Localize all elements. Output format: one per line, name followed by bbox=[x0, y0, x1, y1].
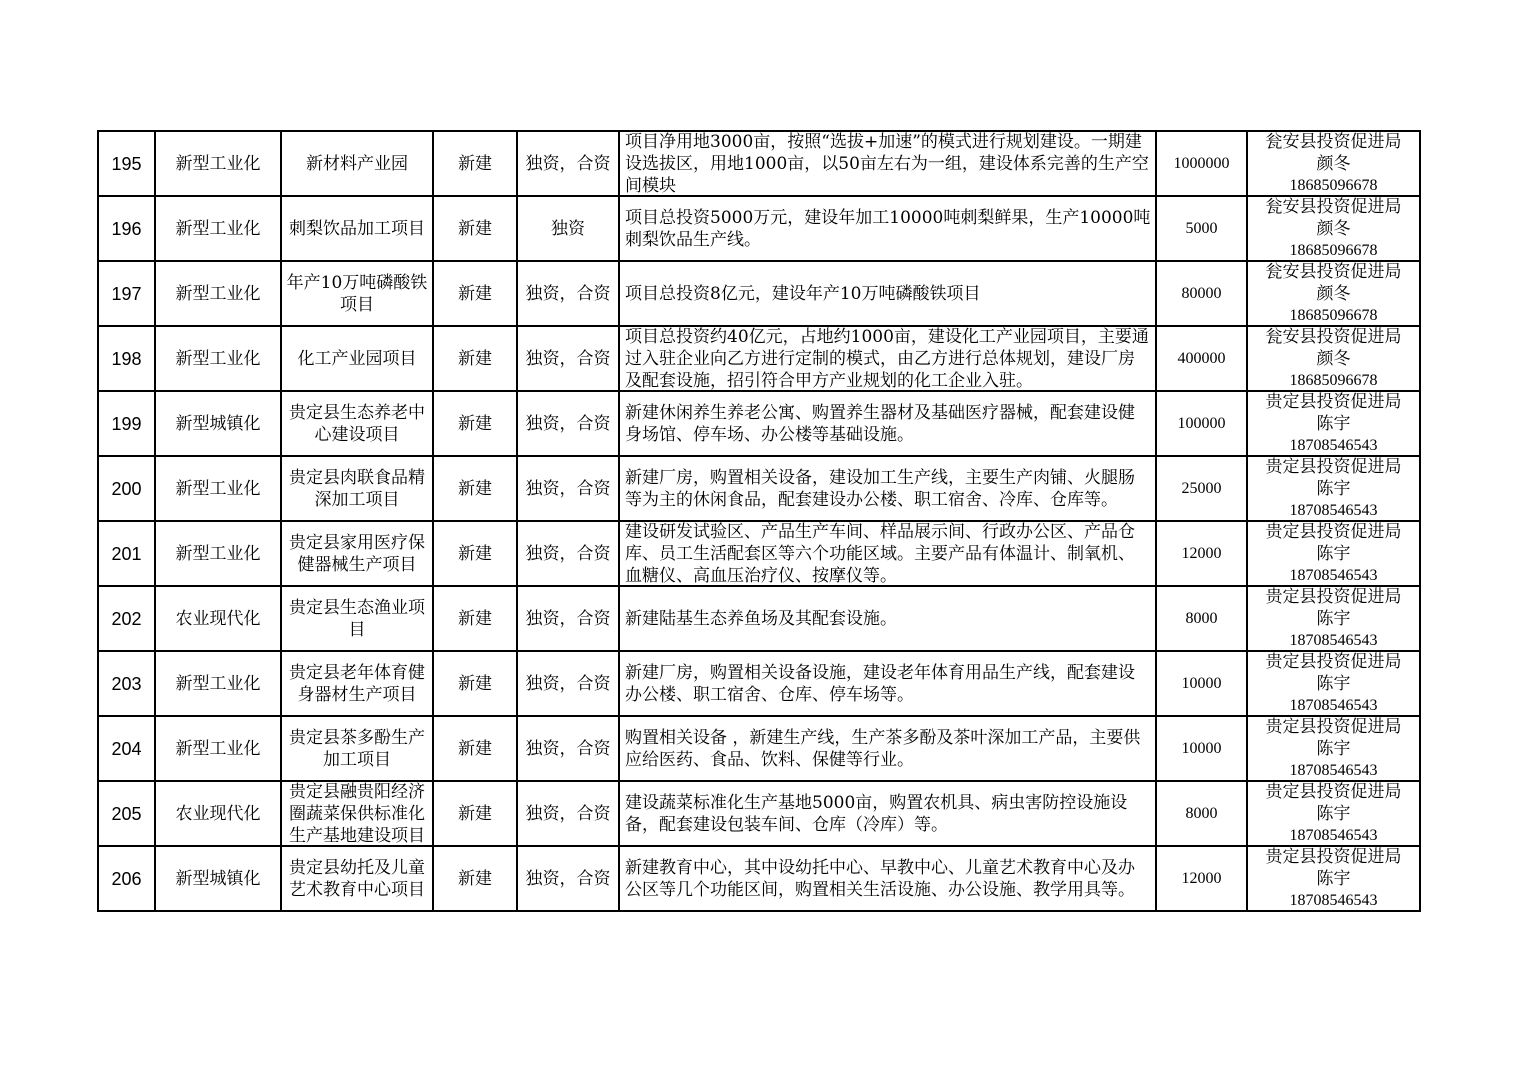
build-type-cell bbox=[433, 196, 517, 261]
investment-amount: 400000 bbox=[1177, 349, 1226, 367]
table-body bbox=[98, 131, 1420, 911]
category-cell bbox=[155, 391, 281, 456]
investment-mode: 独资，合资 bbox=[525, 543, 611, 564]
category-cell bbox=[155, 716, 281, 781]
project-content-cell bbox=[619, 391, 1156, 456]
build-type: 新建 bbox=[458, 283, 492, 304]
table-row bbox=[98, 131, 1420, 196]
contact-cell bbox=[1247, 326, 1420, 391]
contact-info bbox=[1248, 652, 1419, 715]
row-number-cell bbox=[98, 716, 155, 781]
row-number: 206 bbox=[111, 868, 142, 889]
project-content: 建设蔬菜标准化生产基地5000亩，购置农机具、病虫害防控设施设备，配套建设包装车间、仓库（冷库）等。 bbox=[625, 792, 1128, 835]
investment-amount: 5000 bbox=[1185, 219, 1218, 237]
row-number-cell bbox=[98, 391, 155, 456]
investment-amount-cell bbox=[1156, 846, 1247, 911]
build-type-cell bbox=[433, 716, 517, 781]
build-type-cell bbox=[433, 846, 517, 911]
investment-mode: 独资，合资 bbox=[525, 283, 611, 304]
table-row bbox=[98, 586, 1420, 651]
project-name-cell bbox=[281, 586, 433, 651]
investment-amount-cell bbox=[1156, 326, 1247, 391]
contact-person: 陈宇 bbox=[1316, 673, 1351, 694]
row-number: 204 bbox=[111, 738, 142, 759]
contact-info bbox=[1248, 782, 1419, 845]
project-name: 贵定县家用医疗保健器械生产项目 bbox=[289, 532, 425, 575]
project-content: 新建休闲养生养老公寓、购置养生器材及基础医疗器械，配套建设健身场馆、停车场、办公楼等基础设施。 bbox=[625, 402, 1135, 445]
contact-info bbox=[1248, 522, 1419, 585]
category-cell bbox=[155, 456, 281, 521]
row-number: 205 bbox=[111, 803, 142, 824]
project-content: 项目总投资5000万元，建设年加工10000吨刺梨鲜果，生产10000吨刺梨饮品生产线。 bbox=[625, 207, 1151, 250]
contact-phone: 18685096678 bbox=[1289, 306, 1378, 324]
contact-info bbox=[1248, 327, 1419, 390]
project-content: 项目净用地3000亩，按照“选拔+加速”的模式进行规划建设。一期建设选拔区，用地1000亩，以50亩左右为一组，建设体系完善的生产空间模块 bbox=[625, 132, 1149, 195]
project-name: 贵定县茶多酚生产加工项目 bbox=[289, 727, 425, 770]
project-content: 新建教育中心，其中设幼托中心、早教中心、儿童艺术教育中心及办公区等几个功能区间，购置相关生活设施、办公设施、教学用具等。 bbox=[625, 857, 1135, 900]
row-number: 202 bbox=[111, 608, 142, 629]
investment-mode-cell bbox=[517, 391, 619, 456]
build-type: 新建 bbox=[458, 608, 492, 629]
contact-cell bbox=[1247, 261, 1420, 326]
contact-person: 颜冬 bbox=[1316, 283, 1351, 304]
investment-mode-cell bbox=[517, 521, 619, 586]
row-number-cell bbox=[98, 521, 155, 586]
project-name-cell bbox=[281, 326, 433, 391]
investment-amount: 10000 bbox=[1181, 739, 1222, 757]
row-number: 200 bbox=[111, 478, 142, 499]
project-content-cell bbox=[619, 781, 1156, 846]
investment-mode-cell bbox=[517, 326, 619, 391]
project-content: 购置相关设备 ，新建生产线，生产茶多酚及茶叶深加工产品，主要供应给医药、食品、饮料、保健等行业。 bbox=[625, 727, 1141, 770]
project-content-cell bbox=[619, 261, 1156, 326]
build-type: 新建 bbox=[458, 478, 492, 499]
table-row bbox=[98, 261, 1420, 326]
build-type-cell bbox=[433, 456, 517, 521]
project-name-cell bbox=[281, 131, 433, 196]
contact-person: 陈宇 bbox=[1316, 803, 1351, 824]
contact-agency: 贵定县投资促进局 bbox=[1265, 847, 1402, 867]
contact-person: 颜冬 bbox=[1316, 153, 1351, 174]
investment-amount: 12000 bbox=[1181, 869, 1222, 887]
table-row bbox=[98, 326, 1420, 391]
category-cell bbox=[155, 586, 281, 651]
category-cell bbox=[155, 196, 281, 261]
project-name: 贵定县融贵阳经济圈蔬菜保供标准化生产基地建设项目 bbox=[289, 782, 425, 845]
investment-amount-cell bbox=[1156, 781, 1247, 846]
contact-person: 颜冬 bbox=[1316, 218, 1351, 239]
contact-phone: 18708546543 bbox=[1289, 501, 1378, 519]
contact-agency: 贵定县投资促进局 bbox=[1265, 392, 1402, 412]
contact-person: 陈宇 bbox=[1316, 868, 1351, 889]
build-type-cell bbox=[433, 521, 517, 586]
table-row bbox=[98, 716, 1420, 781]
category: 农业现代化 bbox=[175, 803, 261, 824]
category: 新型工业化 bbox=[175, 478, 261, 499]
investment-amount-cell bbox=[1156, 586, 1247, 651]
row-number: 201 bbox=[111, 543, 142, 564]
build-type: 新建 bbox=[458, 348, 492, 369]
table-row bbox=[98, 196, 1420, 261]
investment-mode: 独资，合资 bbox=[525, 803, 611, 824]
row-number-cell bbox=[98, 326, 155, 391]
investment-mode: 独资，合资 bbox=[525, 608, 611, 629]
project-name: 贵定县老年体育健身器材生产项目 bbox=[289, 662, 425, 705]
contact-cell bbox=[1247, 521, 1420, 586]
project-content: 新建厂房，购置相关设备，建设加工生产线，主要生产肉铺、火腿肠等为主的休闲食品，配套建设办公楼、职工宿舍、冷库、仓库等。 bbox=[625, 467, 1135, 510]
project-content: 建设研发试验区、产品生产车间、样品展示间、行政办公区、产品仓库、员工生活配套区等六个功能区域。主要产品有体温计、制氧机、血糖仪、高血压治疗仪、按摩仪等。 bbox=[625, 522, 1135, 585]
category: 新型工业化 bbox=[175, 153, 261, 174]
investment-amount: 10000 bbox=[1181, 674, 1222, 692]
project-content-cell bbox=[619, 326, 1156, 391]
contact-agency: 瓮安县投资促进局 bbox=[1265, 132, 1402, 152]
contact-agency: 瓮安县投资促进局 bbox=[1265, 197, 1402, 217]
project-name-cell bbox=[281, 716, 433, 781]
contact-phone: 18708546543 bbox=[1289, 696, 1378, 714]
contact-info bbox=[1248, 197, 1419, 260]
table-row bbox=[98, 456, 1420, 521]
project-name: 贵定县生态养老中心建设项目 bbox=[289, 402, 425, 445]
build-type-cell bbox=[433, 651, 517, 716]
project-content-cell bbox=[619, 521, 1156, 586]
contact-phone: 18708546543 bbox=[1289, 761, 1378, 779]
contact-person: 陈宇 bbox=[1316, 543, 1351, 564]
category: 新型工业化 bbox=[175, 738, 261, 759]
category-cell bbox=[155, 131, 281, 196]
build-type: 新建 bbox=[458, 738, 492, 759]
project-content: 项目总投资8亿元，建设年产10万吨磷酸铁项目 bbox=[625, 283, 981, 304]
project-name: 贵定县肉联食品精深加工项目 bbox=[289, 467, 425, 510]
build-type-cell bbox=[433, 781, 517, 846]
category-cell bbox=[155, 846, 281, 911]
project-name-cell bbox=[281, 456, 433, 521]
contact-person: 颜冬 bbox=[1316, 348, 1351, 369]
row-number: 196 bbox=[111, 218, 142, 239]
row-number: 197 bbox=[111, 283, 142, 304]
contact-info bbox=[1248, 132, 1419, 195]
contact-phone: 18708546543 bbox=[1289, 891, 1378, 909]
project-name-cell bbox=[281, 196, 433, 261]
row-number-cell bbox=[98, 651, 155, 716]
project-name-cell bbox=[281, 781, 433, 846]
table-row bbox=[98, 391, 1420, 456]
contact-info bbox=[1248, 262, 1419, 325]
contact-agency: 瓮安县投资促进局 bbox=[1265, 262, 1402, 282]
table-row bbox=[98, 846, 1420, 911]
contact-cell bbox=[1247, 391, 1420, 456]
investment-mode-cell bbox=[517, 261, 619, 326]
contact-cell bbox=[1247, 196, 1420, 261]
project-name: 贵定县幼托及儿童艺术教育中心项目 bbox=[289, 857, 425, 900]
project-name: 化工产业园项目 bbox=[297, 348, 417, 369]
investment-mode: 独资 bbox=[551, 218, 585, 239]
investment-amount-cell bbox=[1156, 196, 1247, 261]
investment-mode-cell bbox=[517, 131, 619, 196]
category-cell bbox=[155, 261, 281, 326]
row-number: 203 bbox=[111, 673, 142, 694]
build-type: 新建 bbox=[458, 153, 492, 174]
category-cell bbox=[155, 651, 281, 716]
investment-amount: 1000000 bbox=[1173, 154, 1230, 172]
contact-cell bbox=[1247, 456, 1420, 521]
project-content-cell bbox=[619, 716, 1156, 781]
contact-info bbox=[1248, 457, 1419, 520]
contact-phone: 18685096678 bbox=[1289, 371, 1378, 389]
project-table bbox=[97, 130, 1421, 912]
project-content-cell bbox=[619, 651, 1156, 716]
contact-agency: 贵定县投资促进局 bbox=[1265, 652, 1402, 672]
table-row bbox=[98, 781, 1420, 846]
table-row bbox=[98, 521, 1420, 586]
build-type: 新建 bbox=[458, 218, 492, 239]
project-name-cell bbox=[281, 391, 433, 456]
build-type-cell bbox=[433, 261, 517, 326]
category-cell bbox=[155, 326, 281, 391]
project-content-cell bbox=[619, 456, 1156, 521]
project-content-cell bbox=[619, 196, 1156, 261]
project-content-cell bbox=[619, 586, 1156, 651]
contact-cell bbox=[1247, 586, 1420, 651]
project-name: 贵定县生态渔业项目 bbox=[289, 597, 425, 640]
contact-cell bbox=[1247, 846, 1420, 911]
contact-cell bbox=[1247, 651, 1420, 716]
contact-info bbox=[1248, 587, 1419, 650]
investment-mode-cell bbox=[517, 651, 619, 716]
build-type: 新建 bbox=[458, 803, 492, 824]
project-name: 年产10万吨磷酸铁项目 bbox=[286, 272, 428, 315]
investment-amount-cell bbox=[1156, 521, 1247, 586]
investment-mode-cell bbox=[517, 196, 619, 261]
project-content-cell bbox=[619, 846, 1156, 911]
contact-phone: 18708546543 bbox=[1289, 436, 1378, 454]
contact-phone: 18708546543 bbox=[1289, 631, 1378, 649]
project-name-cell bbox=[281, 521, 433, 586]
table-row bbox=[98, 651, 1420, 716]
investment-mode-cell bbox=[517, 781, 619, 846]
project-name: 刺梨饮品加工项目 bbox=[289, 218, 425, 239]
investment-mode-cell bbox=[517, 716, 619, 781]
row-number: 195 bbox=[111, 153, 142, 174]
category-cell bbox=[155, 521, 281, 586]
contact-person: 陈宇 bbox=[1316, 738, 1351, 759]
build-type: 新建 bbox=[458, 868, 492, 889]
build-type-cell bbox=[433, 391, 517, 456]
contact-agency: 贵定县投资促进局 bbox=[1265, 782, 1402, 802]
project-name: 新材料产业园 bbox=[306, 153, 408, 174]
project-content: 新建陆基生态养鱼场及其配套设施。 bbox=[625, 608, 897, 629]
build-type: 新建 bbox=[458, 543, 492, 564]
project-name-cell bbox=[281, 651, 433, 716]
build-type: 新建 bbox=[458, 673, 492, 694]
investment-amount-cell bbox=[1156, 131, 1247, 196]
contact-phone: 18685096678 bbox=[1289, 241, 1378, 259]
contact-agency: 贵定县投资促进局 bbox=[1265, 587, 1402, 607]
contact-cell bbox=[1247, 781, 1420, 846]
contact-agency: 贵定县投资促进局 bbox=[1265, 457, 1402, 477]
category: 新型工业化 bbox=[175, 348, 261, 369]
project-content: 项目总投资约40亿元，占地约1000亩，建设化工产业园项目，主要通过入驻企业向乙方进行定制的模式，由乙方进行总体规划，建设厂房及配套设施，招引符合甲方产业规划的化工企业入驻。 bbox=[625, 327, 1149, 390]
investment-amount: 8000 bbox=[1185, 609, 1218, 627]
investment-mode: 独资，合资 bbox=[525, 153, 611, 174]
category: 新型工业化 bbox=[175, 283, 261, 304]
row-number-cell bbox=[98, 196, 155, 261]
project-content-cell bbox=[619, 131, 1156, 196]
investment-amount-cell bbox=[1156, 456, 1247, 521]
investment-mode-cell bbox=[517, 456, 619, 521]
investment-amount: 12000 bbox=[1181, 544, 1222, 562]
contact-info bbox=[1248, 717, 1419, 780]
investment-amount: 100000 bbox=[1177, 414, 1226, 432]
contact-cell bbox=[1247, 716, 1420, 781]
contact-person: 陈宇 bbox=[1316, 478, 1351, 499]
contact-info bbox=[1248, 392, 1419, 455]
contact-cell bbox=[1247, 131, 1420, 196]
category: 新型城镇化 bbox=[175, 413, 261, 434]
category: 新型城镇化 bbox=[175, 868, 261, 889]
investment-amount-cell bbox=[1156, 651, 1247, 716]
contact-agency: 瓮安县投资促进局 bbox=[1265, 327, 1402, 347]
build-type-cell bbox=[433, 586, 517, 651]
contact-phone: 18685096678 bbox=[1289, 176, 1378, 194]
contact-agency: 贵定县投资促进局 bbox=[1265, 717, 1402, 737]
row-number-cell bbox=[98, 586, 155, 651]
investment-mode: 独资，合资 bbox=[525, 478, 611, 499]
contact-phone: 18708546543 bbox=[1289, 826, 1378, 844]
project-content: 新建厂房，购置相关设备设施，建设老年体育用品生产线，配套建设办公楼、职工宿舍、仓库、停车场等。 bbox=[625, 662, 1135, 705]
investment-mode: 独资，合资 bbox=[525, 868, 611, 889]
investment-amount: 25000 bbox=[1181, 479, 1222, 497]
investment-amount: 8000 bbox=[1185, 804, 1218, 822]
row-number: 199 bbox=[111, 413, 142, 434]
investment-amount-cell bbox=[1156, 261, 1247, 326]
investment-mode: 独资，合资 bbox=[525, 673, 611, 694]
investment-mode: 独资，合资 bbox=[525, 738, 611, 759]
investment-mode-cell bbox=[517, 846, 619, 911]
investment-amount-cell bbox=[1156, 391, 1247, 456]
category: 新型工业化 bbox=[175, 543, 261, 564]
row-number-cell bbox=[98, 456, 155, 521]
contact-person: 陈宇 bbox=[1316, 608, 1351, 629]
build-type-cell bbox=[433, 131, 517, 196]
build-type-cell bbox=[433, 326, 517, 391]
category-cell bbox=[155, 781, 281, 846]
investment-amount-cell bbox=[1156, 716, 1247, 781]
investment-mode-cell bbox=[517, 586, 619, 651]
project-name-cell bbox=[281, 261, 433, 326]
contact-info bbox=[1248, 847, 1419, 910]
row-number: 198 bbox=[111, 348, 142, 369]
investment-mode: 独资，合资 bbox=[525, 348, 611, 369]
investment-mode: 独资，合资 bbox=[525, 413, 611, 434]
build-type: 新建 bbox=[458, 413, 492, 434]
row-number-cell bbox=[98, 846, 155, 911]
project-name-cell bbox=[281, 846, 433, 911]
category: 新型工业化 bbox=[175, 673, 261, 694]
investment-amount: 80000 bbox=[1181, 284, 1222, 302]
row-number-cell bbox=[98, 131, 155, 196]
row-number-cell bbox=[98, 261, 155, 326]
contact-phone: 18708546543 bbox=[1289, 566, 1378, 584]
category: 新型工业化 bbox=[175, 218, 261, 239]
contact-person: 陈宇 bbox=[1316, 413, 1351, 434]
category: 农业现代化 bbox=[175, 608, 261, 629]
contact-agency: 贵定县投资促进局 bbox=[1265, 522, 1402, 542]
row-number-cell bbox=[98, 781, 155, 846]
